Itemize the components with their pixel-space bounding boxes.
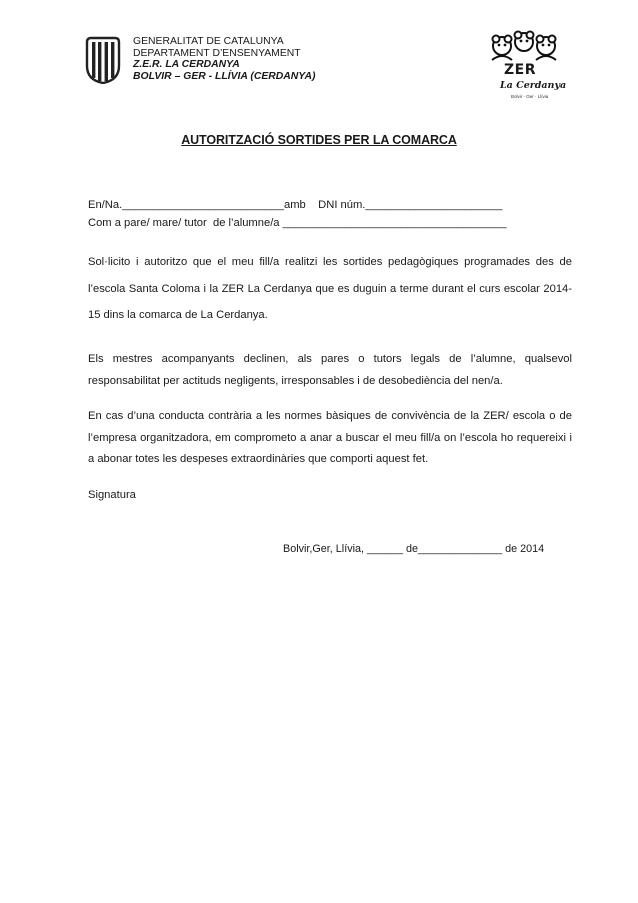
- date-line: Bolvir,Ger, Llívia, ______ de______________ de 2014: [283, 543, 545, 555]
- header-line-towns: BOLVIR – GER - LLÍVIA (CERDANYA): [133, 70, 316, 82]
- authorization-paragraph: Sol·licito i autoritzo que el meu fill/a realitzi les sortides pedagògiques programades des de l’escola Santa Coloma i la ZER La Cerdanya que es duguin a terme durant el curs escolar 2014-15 dins la comarca de La Cerdanya.: [88, 256, 572, 321]
- liability-paragraph: Els mestres acompanyants declinen, als pares o tutors legals de l’alumne, qualsevol responsabilitat per actituds negligents, irresponsables i de desobediència del nen/a.: [88, 353, 572, 387]
- header-line-generalitat: GENERALITAT DE CATALUNYA: [133, 36, 284, 47]
- logo-subtitle: La Cerdanya: [500, 80, 567, 91]
- header-line-zer: Z.E.R. LA CERDANYA: [133, 59, 240, 71]
- header-line-departament: DEPARTAMENT D’ENSENYAMENT: [133, 47, 301, 59]
- signature-label: Signatura: [88, 489, 136, 501]
- parent-field-line: Com a pare/ mare/ tutor de l’alumne/a ____________________________________: [88, 217, 507, 229]
- document-title: AUTORITZACIÓ SORTIDES PER LA COMARCA: [181, 133, 457, 147]
- institution-header: [133, 36, 315, 82]
- generalitat-emblem-icon: [83, 36, 123, 84]
- conduct-paragraph: En cas d’una conducta contrària a les normes bàsiques de convivència de la ZER/ escola o de l’empresa organitzadora, em comprometo a anar a buscar el meu fill/a on l’escola ho requereixi i a abonar totes les despeses extraordinàries que comporti aquest fet.: [88, 410, 572, 466]
- student-name-field-line: En/Na.__________________________amb DNI núm.______________________: [88, 199, 503, 211]
- logo-places: Bolvir · Ger · Llívia: [511, 94, 549, 99]
- logo-brand-text: ZER: [504, 62, 536, 78]
